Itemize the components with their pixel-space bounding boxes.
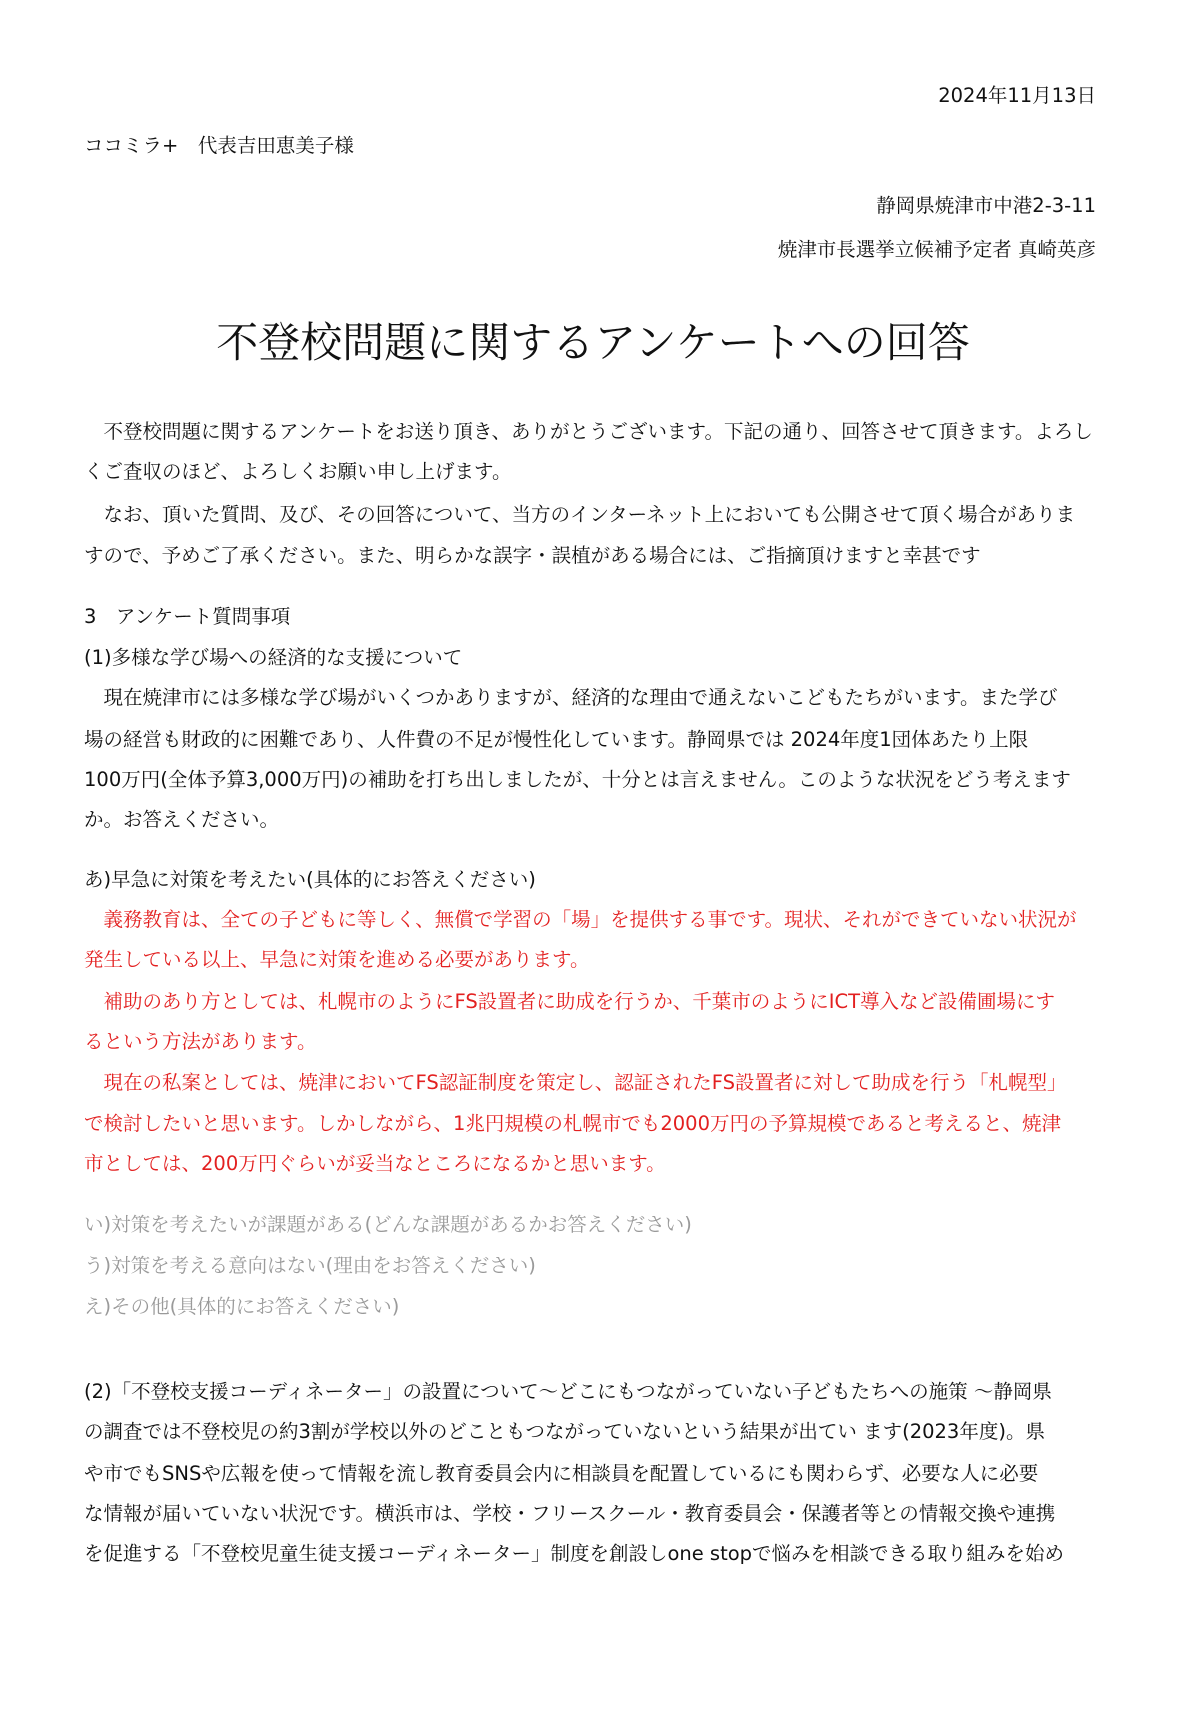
sender-address: 静岡県焼津市中港2-3-11 — [876, 194, 1096, 217]
option-u-label: う)対策を考える意向はない(理由をお答えください) — [84, 1254, 536, 1277]
answer-line: るという方法があります。 — [84, 1030, 317, 1053]
question-2-line: や市でもSNSや広報を使って情報を流し教育委員会内に相談員を配置しているにも関わらず、必要な人に必要 — [84, 1462, 1039, 1485]
document-title: 不登校問題に関するアンケートへの回答 — [216, 318, 970, 367]
question-1-line: 場の経営も財政的に困難であり、人件費の不足が慢性化しています。静岡県では 2024年度1団体あたり上限 — [84, 728, 1029, 751]
question-2-line: を促進する「不登校児童生徒支援コーディネーター」制度を創設しone stopで悩みを相談できる取り組みを始め — [84, 1542, 1065, 1565]
question-2-line: (2)「不登校支援コーディネーター」の設置について～どこにもつながっていない子どもたちへの施策 ～静岡県 — [84, 1380, 1052, 1403]
intro-line: 不登校問題に関するアンケートをお送り頂き、ありがとうございます。下記の通り、回答させて頂きます。よろし — [84, 420, 1093, 443]
recipient-line: ココミラ+ 代表吉田恵美子様 — [84, 134, 354, 157]
question-2-line: の調査では不登校児の約3割が学校以外のどこともつながっていないという結果が出てい ます(2023年度)。県 — [84, 1420, 1045, 1443]
question-1-line: 100万円(全体予算3,000万円)の補助を打ち出しましたが、十分とは言えません。このような状況をどう考えます — [84, 768, 1071, 791]
answer-line: 義務教育は、全ての子どもに等しく、無償で学習の「場」を提供する事です。現状、それができていない状況が — [84, 908, 1077, 931]
sender-name: 焼津市長選挙立候補予定者 真崎英彦 — [777, 238, 1096, 261]
option-e-label: え)その他(具体的にお答えください) — [84, 1295, 400, 1318]
section-heading: 3 アンケート質問事項 — [84, 605, 291, 628]
answer-line: 補助のあり方としては、札幌市のようにFS設置者に助成を行うか、千葉市のようにICT導入など設備圃場にす — [84, 990, 1056, 1013]
document-date: 2024年11月13日 — [938, 84, 1096, 107]
option-a-label: あ)早急に対策を考えたい(具体的にお答えください) — [84, 868, 536, 891]
intro-line: なお、頂いた質問、及び、その回答について、当方のインターネット上においても公開させて頂く場合がありま — [84, 503, 1076, 526]
intro-line: すので、予めご了承ください。また、明らかな誤字・誤植がある場合には、ご指摘頂けますと幸甚です — [84, 544, 981, 567]
answer-line: 市としては、200万円ぐらいが妥当なところになるかと思います。 — [84, 1152, 666, 1175]
question-2-line: な情報が届いていない状況です。横浜市は、学校・フリースクール・教育委員会・保護者等との情報交換や連携 — [84, 1502, 1056, 1525]
option-i-label: い)対策を考えたいが課題がある(どんな課題があるかお答えください) — [84, 1213, 692, 1236]
answer-line: 現在の私案としては、焼津においてFS認証制度を策定し、認証されたFS設置者に対して助成を行う「札幌型」 — [84, 1071, 1067, 1094]
question-1-heading: (1)多様な学び場への経済的な支援について — [84, 646, 463, 669]
answer-line: 発生している以上、早急に対策を進める必要があります。 — [84, 948, 590, 971]
question-1-line: か。お答えください。 — [84, 808, 280, 831]
intro-line: くご査収のほど、よろしくお願い申し上げます。 — [84, 460, 512, 483]
answer-line: で検討したいと思います。しかしながら、1兆円規模の札幌市でも2000万円の予算規模であると考えると、焼津 — [84, 1112, 1061, 1135]
question-1-line: 現在焼津市には多様な学び場がいくつかありますが、経済的な理由で通えないこどもたちがいます。また学び — [84, 686, 1058, 709]
